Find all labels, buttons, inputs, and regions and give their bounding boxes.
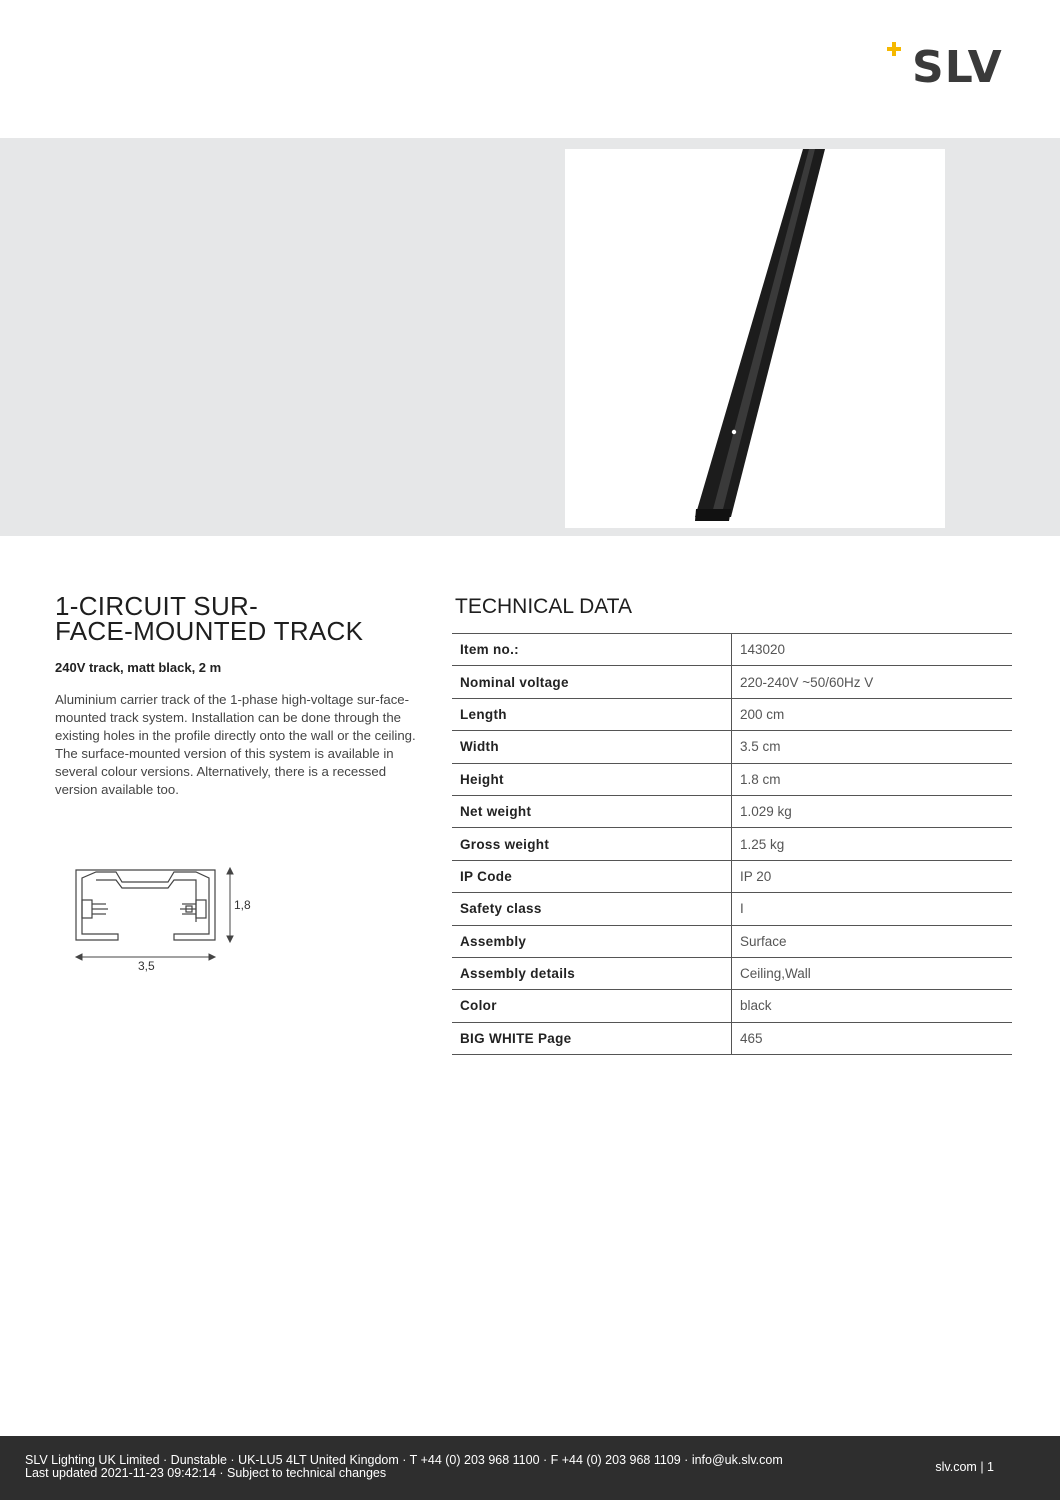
row-value: Ceiling,Wall xyxy=(732,957,1013,989)
row-value: 3.5 cm xyxy=(732,731,1013,763)
row-label: Item no.: xyxy=(452,634,732,666)
table-row xyxy=(452,666,1012,698)
footer-last-updated: Last updated 2021-11-23 09:42:14 · Subject to technical changes xyxy=(25,1466,387,1480)
product-title-line1: 1-CIRCUIT SUR- xyxy=(55,591,259,621)
table-row xyxy=(452,634,1012,666)
width-dimension-label: 3,5 xyxy=(138,959,155,973)
footer-company-info: SLV Lighting UK Limited · Dunstable · UK-LU5 4LT United Kingdom · T +44 (0) 203 968 1100 · F +44 (0) 203 968 1109 · info@uk.slv.com xyxy=(25,1453,783,1467)
table-row xyxy=(452,1022,1012,1054)
product-photo xyxy=(565,149,945,528)
row-label: Net weight xyxy=(452,795,732,827)
footer-page-number: slv.com | 1 xyxy=(935,1460,994,1474)
technical-data-heading: TECHNICAL DATA xyxy=(455,595,632,618)
row-label: Assembly xyxy=(452,925,732,957)
product-title-line2: FACE-MOUNTED TRACK xyxy=(55,616,364,646)
table-row xyxy=(452,828,1012,860)
height-dimension-label: 1,8 xyxy=(234,898,251,912)
logo-text: SLV xyxy=(912,42,1003,93)
track-image xyxy=(565,149,945,528)
table-row xyxy=(452,860,1012,892)
product-title xyxy=(55,591,425,646)
row-value: 1.25 kg xyxy=(732,828,1013,860)
row-value: 143020 xyxy=(732,634,1013,666)
row-value: 200 cm xyxy=(732,698,1013,730)
table-row xyxy=(452,925,1012,957)
row-value: Surface xyxy=(732,925,1013,957)
row-label: IP Code xyxy=(452,860,732,892)
table-row xyxy=(452,957,1012,989)
table-row xyxy=(452,795,1012,827)
row-label: Width xyxy=(452,731,732,763)
row-label: Gross weight xyxy=(452,828,732,860)
row-label: Nominal voltage xyxy=(452,666,732,698)
table-row xyxy=(452,698,1012,730)
product-subtitle: 240V track, matt black, 2 m xyxy=(55,660,222,675)
row-value: I xyxy=(732,893,1013,925)
row-label: Color xyxy=(452,990,732,1022)
plus-icon xyxy=(884,40,912,68)
table-row xyxy=(452,763,1012,795)
row-label: Assembly details xyxy=(452,957,732,989)
row-value: black xyxy=(732,990,1013,1022)
table-row xyxy=(452,731,1012,763)
row-label: Safety class xyxy=(452,893,732,925)
row-value: IP 20 xyxy=(732,860,1013,892)
technical-data-table xyxy=(452,633,1012,1055)
row-value: 465 xyxy=(732,1022,1013,1054)
row-label: BIG WHITE Page xyxy=(452,1022,732,1054)
footer xyxy=(0,1436,1060,1500)
row-value: 220-240V ~50/60Hz V xyxy=(732,666,1013,698)
product-description: Aluminium carrier track of the 1-phase high-voltage sur-face-mounted track system. Installation can be done through the existing holes in the profile directly onto the wall or the ceiling. The surface-mounted version of this system is available in several colour versions. Alternatively, there is a recessed version available too. xyxy=(55,692,416,797)
row-value: 1.8 cm xyxy=(732,763,1013,795)
table-row xyxy=(452,990,1012,1022)
row-label: Length xyxy=(452,698,732,730)
cross-section-drawing xyxy=(70,862,270,982)
row-label: Height xyxy=(452,763,732,795)
table-row xyxy=(452,893,1012,925)
row-value: 1.029 kg xyxy=(732,795,1013,827)
slv-logo xyxy=(884,40,1014,100)
